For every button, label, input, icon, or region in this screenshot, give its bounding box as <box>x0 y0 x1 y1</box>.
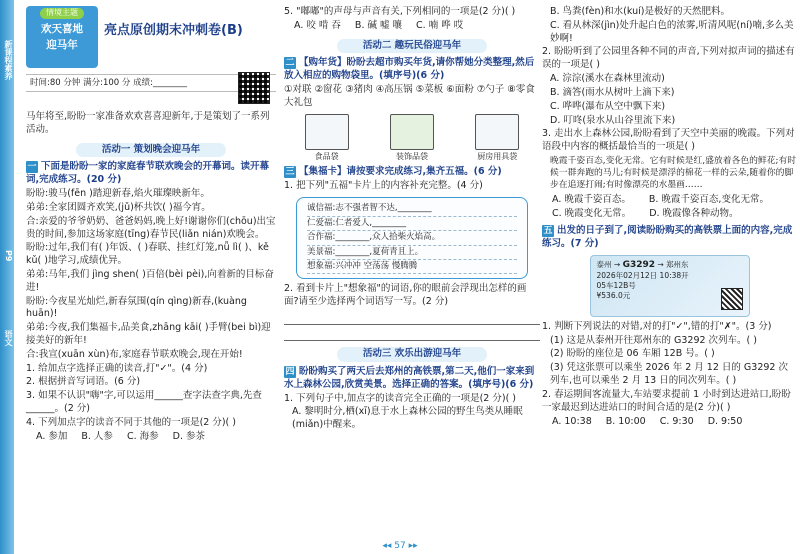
section4-title: 盼盼购买了两天后去郑州的高铁票,第二天,他们一家来到水上森林公园,欣赏美景。选择正确的答案。(填序号)(6 分) <box>284 365 535 390</box>
exam-meta: 时间:80 分钟 满分:100 分 成绩:________ <box>26 74 276 92</box>
option[interactable]: B. 人参 <box>81 430 113 442</box>
badge-top: 情境主题 <box>40 8 84 19</box>
option[interactable]: A. 淙淙(溪水在森林里流动) <box>550 73 665 85</box>
spine-tag: 新课程素养 <box>4 40 13 80</box>
speech-line: 盼盼:今夜星光灿烂,新春氛围(qín qìng)新春,(kuàng huān)! <box>26 295 247 320</box>
q4-options <box>36 431 276 444</box>
section-number: 二 <box>285 58 295 69</box>
option[interactable]: D. 参茶 <box>172 430 205 442</box>
section5-heading <box>542 225 797 251</box>
option[interactable]: C. 9:30 <box>659 415 694 427</box>
speech-line: 弟弟:全家团圆齐欢笑,(jǔ)杯共饮( )福今宵。 <box>26 201 211 213</box>
section2-heading <box>284 57 540 83</box>
section-number: 三 <box>285 167 295 178</box>
intro-text: 马年将至,盼盼一家准备欢欢喜喜迎新年,于是策划了一系列活动。 <box>26 111 270 135</box>
ticket-from: 泰州 <box>596 259 612 269</box>
goods-list: ①对联 ②窗花 ③猪肉 ④高压锅 ⑤菜板 ⑥面粉 ⑦勺子 ⑧零食大礼包 <box>284 84 535 108</box>
question-item: 1. 判断下列说法的对错,对的打"✓",错的打"✗"。(3 分) <box>542 320 772 332</box>
section-number: 五 <box>543 226 553 237</box>
bag-label: 厨房用具袋 <box>477 151 518 161</box>
ticket-train: G3292 <box>622 259 655 270</box>
option[interactable]: A. 晚霞千姿百态。 <box>552 193 631 205</box>
speech-line: 弟弟:今夜,我们集福卡,品美食,zhāng kāi( )手臂(bei bì)迎接美好的新年! <box>26 322 271 346</box>
card-row[interactable]: 诚信福:志不强者智不达,________ <box>307 202 517 216</box>
theme-badge <box>26 6 98 68</box>
question-item: 2. 看到卡片上"想象福"的词语,你的眼前会浮现出怎样的画面?请至少选择两个词语写一写。(2 分) <box>284 283 527 308</box>
q3-options <box>552 194 797 222</box>
page-number: ◂◂ 57 ▸▸ <box>382 541 418 551</box>
spine-tag: P9 <box>4 250 13 262</box>
question-item: 2. 盼盼听到了公园里各种不同的声音,下列对拟声词的描述有误的一项是( ) <box>542 46 795 71</box>
section1-heading <box>26 161 276 187</box>
speech-line: 合:我宣(xuān xùn)布,家庭春节联欢晚会,现在开始! <box>26 348 243 360</box>
option[interactable]: D. 晚霞像各种动物。 <box>649 208 739 220</box>
option[interactable]: B. 鸟粪(fèn)和水(kuí)是极好的天然肥料。 <box>550 6 730 17</box>
bag-food[interactable] <box>305 114 349 163</box>
bags-row <box>284 114 540 163</box>
card-row: 想象福:兴冲冲 空荡荡 慢腾腾 <box>307 260 517 274</box>
book-spine <box>0 0 14 554</box>
shopping-bag-icon <box>475 114 519 150</box>
speech-line: 盼盼:骏马(fēn )踏迎新春,焰火璀璨映新年。 <box>26 188 210 200</box>
option[interactable]: A. 咬 啃 吞 <box>294 19 341 31</box>
option[interactable]: D. 叮咚(泉水从山谷里流下来) <box>550 114 676 126</box>
question-item: 5. "嘟嘟"的声母与声音有关,下列相同的一项是(2 分)( ) <box>284 6 516 17</box>
section4-heading <box>284 366 540 392</box>
speech-line: 弟弟:马年,我们 jìng shen( )百倍(bèi pèi),向着新的目标奋进! <box>26 268 274 293</box>
ticket-date: 2026年02月12日 10:38开 <box>596 270 689 280</box>
section1-title: 下面是盼盼一家的家庭春节联欢晚会的开幕词。读开幕词,完成练习。(20 分) <box>26 161 270 186</box>
card-row[interactable]: 仁爱福:仁者爱人,________ <box>307 217 517 231</box>
option[interactable]: B. 晚霞千姿百态,变化无常。 <box>648 193 769 205</box>
card-row[interactable]: 合作福:________,众人拾柴火焰高。 <box>307 231 517 245</box>
qr-code-icon <box>238 72 270 104</box>
spine-tag: 语文 <box>4 330 13 346</box>
fortune-card <box>296 197 528 279</box>
activity3-banner: 活动三 欢乐出游迎马年 <box>337 347 487 362</box>
ticket-price: ¥536.0元 <box>596 291 631 301</box>
option[interactable]: A. 参加 <box>36 430 68 442</box>
ticket-to: 郑州东 <box>666 259 689 269</box>
section2-title: 【购年货】盼盼去超市购买年货,请你帮她分类整理,然后放入相应的购物袋里。(填序号)(6 分) <box>284 57 535 82</box>
bag-label: 装饰品袋 <box>395 151 428 161</box>
question-item: 2. 春运期间客流量大,车站要求提前 1 小时到达进站口,盼盼一家最迟到达进站口的时间合适的是(2 分)( ) <box>542 388 791 413</box>
option[interactable]: A. 10:38 <box>552 415 592 427</box>
section-number: 四 <box>285 366 295 377</box>
ticket-seat: 05车12B号 <box>596 281 636 291</box>
option[interactable]: C. 看从林深(jìn)处升起白色的浓雾,听清风呢(ní)喃,多么美妙啊! <box>550 19 794 44</box>
bag-decor[interactable] <box>390 114 434 163</box>
section5-title: 出发的日子到了,阅读盼盼购买的高铁票上面的内容,完成练习。(7 分) <box>542 225 793 249</box>
column-left <box>18 0 280 540</box>
column-middle <box>284 0 540 540</box>
question-item: 3. 走出水上森林公园,盼盼看到了天空中美丽的晚霞。下列对语段中内容的概括最恰当的一项是( ) <box>542 128 795 153</box>
judge-item[interactable]: (3) 凭这张票可以乘坐 2026 年 2 月 12 日的 G3292 次列车,也可以乘坐 2 月 13 日的同次列车。( ) <box>550 362 788 387</box>
q5-2-options <box>552 416 797 429</box>
train-ticket: 泰州 → G3292 → 郑州东 2026年02月12日 10:38开 05车12B号 ¥536.0元 <box>590 255 750 317</box>
bag-label: 食品袋 <box>314 151 339 161</box>
option[interactable]: C. 海参 <box>126 430 159 442</box>
q5-options <box>294 20 540 33</box>
column-right <box>542 0 797 540</box>
question-item: 1. 把下列"五福"卡片上的内容补充完整。(4 分) <box>284 180 483 192</box>
page-title: 亮点原创期末冲刺卷(B) <box>104 23 243 38</box>
option[interactable]: C. 喃 哗 哎 <box>416 19 464 31</box>
speech-line: 合:亲爱的爷爷奶奶、爸爸妈妈,晚上好!谢谢你们(chōu)出宝贵的时间,参加这场家庭(tīng)春节民(liǎn nián)欢晚会。 <box>26 215 276 240</box>
question-item: 1. 下列句子中,加点字的读音完全正确的一项是(2 分)( ) <box>284 392 517 404</box>
activity1-banner: 活动一 策划晚会迎马年 <box>76 143 226 158</box>
answer-lines[interactable] <box>284 311 540 341</box>
ticket-qr-icon <box>721 288 743 310</box>
option[interactable]: C. 哗哗(瀑布从空中飘下来) <box>550 100 666 112</box>
option[interactable]: A. 黎明时分,栖(xī)息于水上森林公园的野生鸟类从睡眠(miǎn)中醒来。 <box>292 406 523 431</box>
section3-title: 【集福卡】请按要求完成练习,集齐五福。(6 分) <box>299 166 502 178</box>
shopping-bag-icon <box>390 114 434 150</box>
bag-kitchen[interactable] <box>475 114 519 163</box>
badge-line1: 欢天喜地 <box>41 22 83 35</box>
question-item: 2. 根据拼音写词语。(6 分) <box>26 376 141 388</box>
badge-line2: 迎马年 <box>46 38 78 51</box>
option[interactable]: B. 滴答(雨水从树叶上滴下来) <box>550 86 675 98</box>
option[interactable]: B. 10:00 <box>605 415 646 427</box>
judge-item[interactable]: (2) 盼盼的座位是 06 车厢 12B 号。( ) <box>550 348 715 360</box>
activity2-banner: 活动二 趣玩民俗迎马年 <box>337 39 487 54</box>
section3-heading <box>284 166 540 179</box>
option[interactable]: B. 碱 嘘 嚷 <box>354 19 403 31</box>
question-item: 4. 下列加点字的读音不同于其他的一项是(2 分)( ) <box>26 416 236 428</box>
question-item: 1. 给加点字选择正确的读音,打"✓"。(4 分) <box>26 362 208 374</box>
shopping-bag-icon <box>305 114 349 150</box>
judge-item[interactable]: (1) 这是从泰州开往郑州东的 G3292 次列车。( ) <box>550 334 757 346</box>
section-number: 一 <box>27 162 37 173</box>
speech-line: 盼盼:过年,我们有( )年饭、( )春联、挂红灯笼,nǚ lì( )、kě kǔ( )地学习,成绩优异。 <box>26 242 269 267</box>
card-row[interactable]: 美景福:________,夏荷青且上。 <box>307 246 517 260</box>
passage-quote: 晚霞千姿百态,变化无常。它有时候是红,盛放着各色的鲜花;有时候一群奔跑的马儿;有时候是漂浮的棉花一样的云朵,随着你的脚步在追逐打闹;有时像漂亮的水墨画…… <box>550 155 797 190</box>
question-item: 3. 如果不认识"嗨"字,可以运用______查字法查字典,先查______。(2 分) <box>26 390 262 415</box>
left-content <box>26 110 276 446</box>
option[interactable]: D. 9:50 <box>707 415 743 427</box>
option[interactable]: C. 晚霞变化无常。 <box>552 208 632 220</box>
